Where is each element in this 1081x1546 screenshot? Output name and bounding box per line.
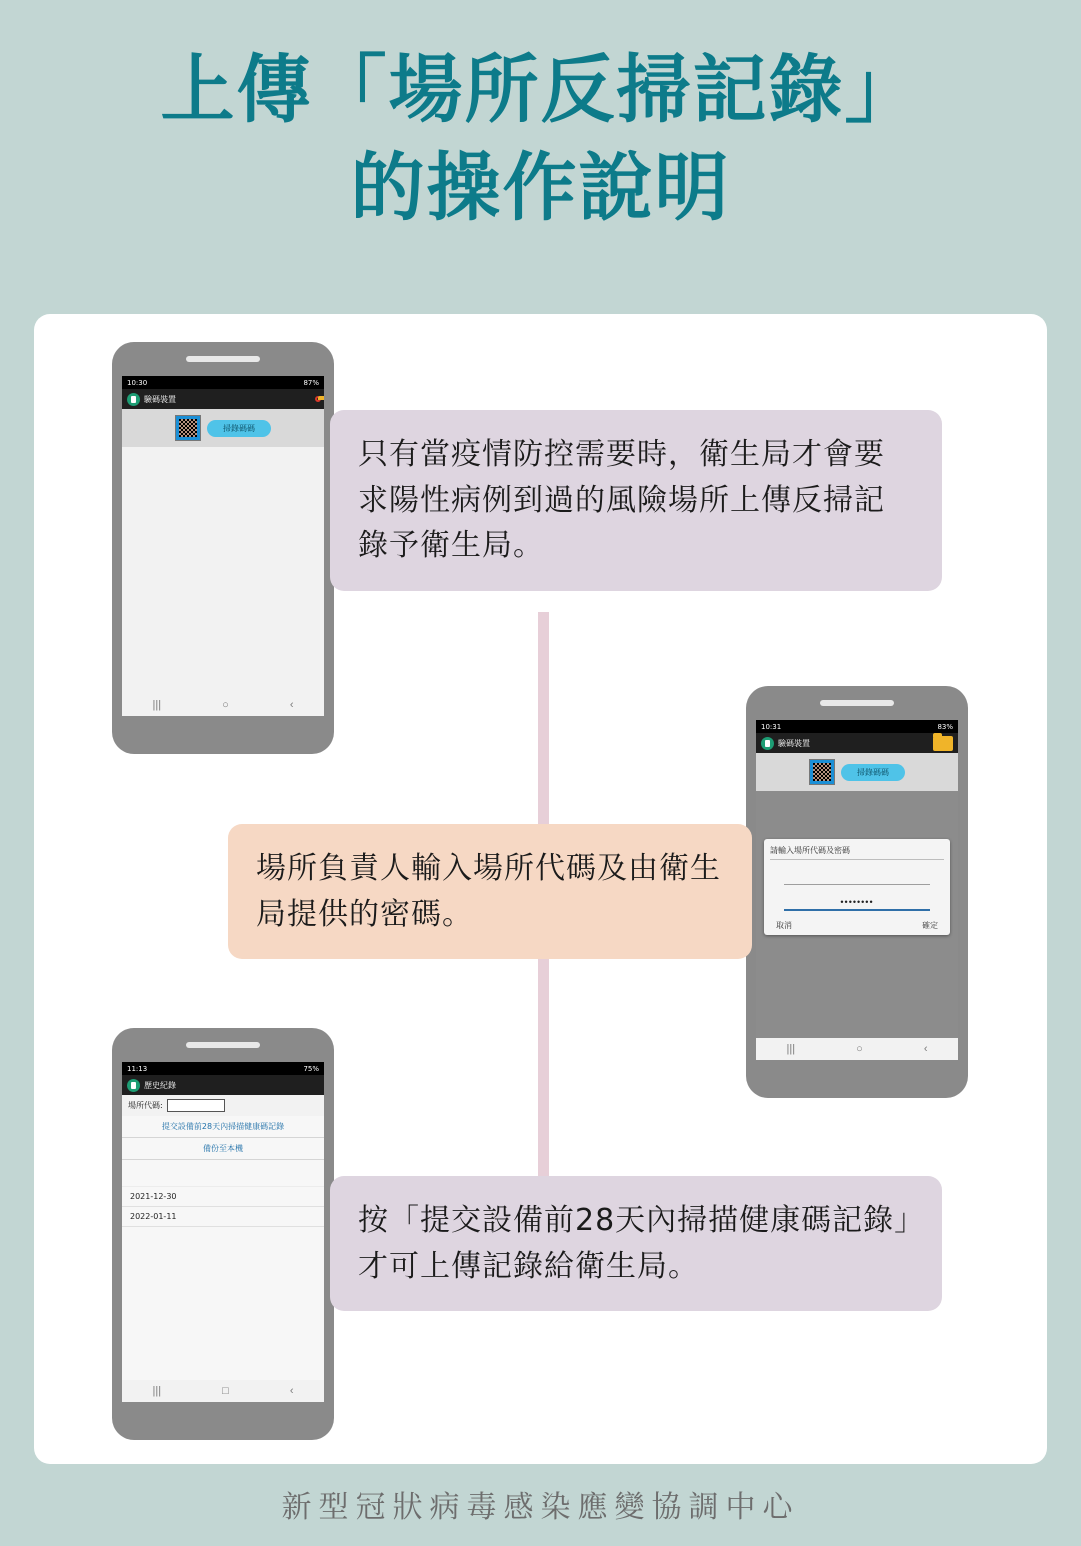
app-bar-left bbox=[127, 393, 176, 406]
app-bar bbox=[756, 733, 958, 753]
callout-step1 bbox=[330, 410, 942, 591]
phone-bezel-top bbox=[112, 1028, 334, 1062]
scan-row bbox=[756, 753, 958, 791]
callout-step3 bbox=[330, 1176, 942, 1311]
phone2-screen bbox=[756, 720, 958, 1060]
status-battery: 75% bbox=[303, 1064, 319, 1073]
phone-speaker bbox=[186, 1042, 260, 1048]
venue-code-row bbox=[122, 1095, 324, 1116]
list-item[interactable]: 2021-12-30 bbox=[122, 1187, 324, 1207]
status-bar bbox=[756, 720, 958, 733]
venue-code-input[interactable] bbox=[167, 1099, 225, 1112]
nav-home-icon[interactable]: □ bbox=[222, 1385, 229, 1397]
nav-back-icon[interactable]: ‹ bbox=[289, 1385, 294, 1397]
dialog-title: 請輸入場所代碼及密碼 bbox=[770, 845, 944, 860]
app-bar-left bbox=[761, 737, 810, 750]
phone-mockup-step1 bbox=[112, 342, 334, 754]
app-title: 歷史紀錄 bbox=[144, 1080, 176, 1090]
callout-step3-text: 按「提交設備前28天內掃描健康碼記錄」才可上傳記錄給衛生局。 bbox=[358, 1203, 911, 1284]
android-nav-bar[interactable] bbox=[122, 694, 324, 716]
nav-home-icon[interactable]: ○ bbox=[222, 699, 229, 711]
phone3-screen bbox=[122, 1062, 324, 1402]
backup-local-link[interactable]: 備份至本機 bbox=[122, 1138, 324, 1160]
nav-recent-icon[interactable]: ||| bbox=[152, 699, 162, 711]
phone-mockup-step3 bbox=[112, 1028, 334, 1440]
nav-recent-icon[interactable]: ||| bbox=[152, 1385, 162, 1397]
submit-records-link[interactable]: 提交設備前28天內掃描健康碼記錄 bbox=[122, 1116, 324, 1138]
cancel-button[interactable]: 取消 bbox=[776, 921, 792, 930]
nav-home-icon[interactable]: ○ bbox=[856, 1043, 863, 1055]
confirm-button[interactable]: 確定 bbox=[922, 921, 938, 930]
app-bar-left bbox=[127, 1079, 176, 1092]
phone1-screen bbox=[122, 376, 324, 716]
scan-button[interactable]: 掃錄碼碼 bbox=[207, 420, 271, 437]
android-nav-bar[interactable] bbox=[122, 1380, 324, 1402]
app-logo-icon bbox=[761, 737, 774, 750]
app-logo-icon bbox=[127, 1079, 140, 1092]
venue-code-label: 場所代碼: bbox=[128, 1101, 163, 1110]
page-title bbox=[0, 0, 1081, 237]
phone-bezel-top bbox=[746, 686, 968, 720]
venue-code-input[interactable] bbox=[784, 872, 930, 885]
nav-back-icon[interactable]: ‹ bbox=[923, 1043, 928, 1055]
scan-row bbox=[122, 409, 324, 447]
status-time: 11:13 bbox=[127, 1064, 148, 1073]
footer-organization: 新型冠狀病毒感染應變協調中心 bbox=[281, 1490, 800, 1525]
status-time: 10:30 bbox=[127, 378, 148, 387]
app-bar bbox=[122, 389, 324, 409]
app-bar bbox=[122, 1075, 324, 1095]
callout-step2-text: 場所負責人輸入場所代碼及由衛生局提供的密碼。 bbox=[256, 851, 721, 932]
status-bar bbox=[122, 1062, 324, 1075]
status-time: 10:31 bbox=[761, 722, 782, 731]
folder-button-highlight[interactable] bbox=[317, 398, 319, 400]
app-title: 驗碼裝置 bbox=[778, 738, 810, 748]
nav-recent-icon[interactable]: ||| bbox=[786, 1043, 796, 1055]
status-bar bbox=[122, 376, 324, 389]
app-logo-icon bbox=[127, 393, 140, 406]
password-input[interactable]: •••••••• bbox=[784, 897, 930, 911]
qr-code-icon bbox=[175, 415, 201, 441]
title-line-2: 的操作說明 bbox=[350, 144, 731, 231]
dialog-actions bbox=[770, 920, 944, 931]
title-line-1: 上傳「場所反掃記錄」 bbox=[160, 47, 921, 133]
list-spacer bbox=[122, 1160, 324, 1187]
app-title: 驗碼裝置 bbox=[144, 394, 176, 404]
scan-button[interactable]: 掃錄碼碼 bbox=[841, 764, 905, 781]
nav-back-icon[interactable]: ‹ bbox=[289, 699, 294, 711]
status-battery: 87% bbox=[303, 378, 319, 387]
qr-code-icon bbox=[809, 759, 835, 785]
phone-mockup-step2 bbox=[746, 686, 968, 1098]
credentials-dialog bbox=[764, 839, 950, 935]
android-nav-bar[interactable] bbox=[756, 1038, 958, 1060]
phone-speaker bbox=[820, 700, 894, 706]
phone-speaker bbox=[186, 356, 260, 362]
list-item[interactable]: 2022-01-11 bbox=[122, 1207, 324, 1227]
callout-step1-text: 只有當疫情防控需要時，衛生局才會要求陽性病例到過的風險場所上傳反掃記錄予衛生局。 bbox=[358, 437, 885, 564]
folder-icon[interactable] bbox=[933, 736, 953, 751]
status-battery: 83% bbox=[937, 722, 953, 731]
callout-step2 bbox=[228, 824, 752, 959]
phone-bezel-top bbox=[112, 342, 334, 376]
